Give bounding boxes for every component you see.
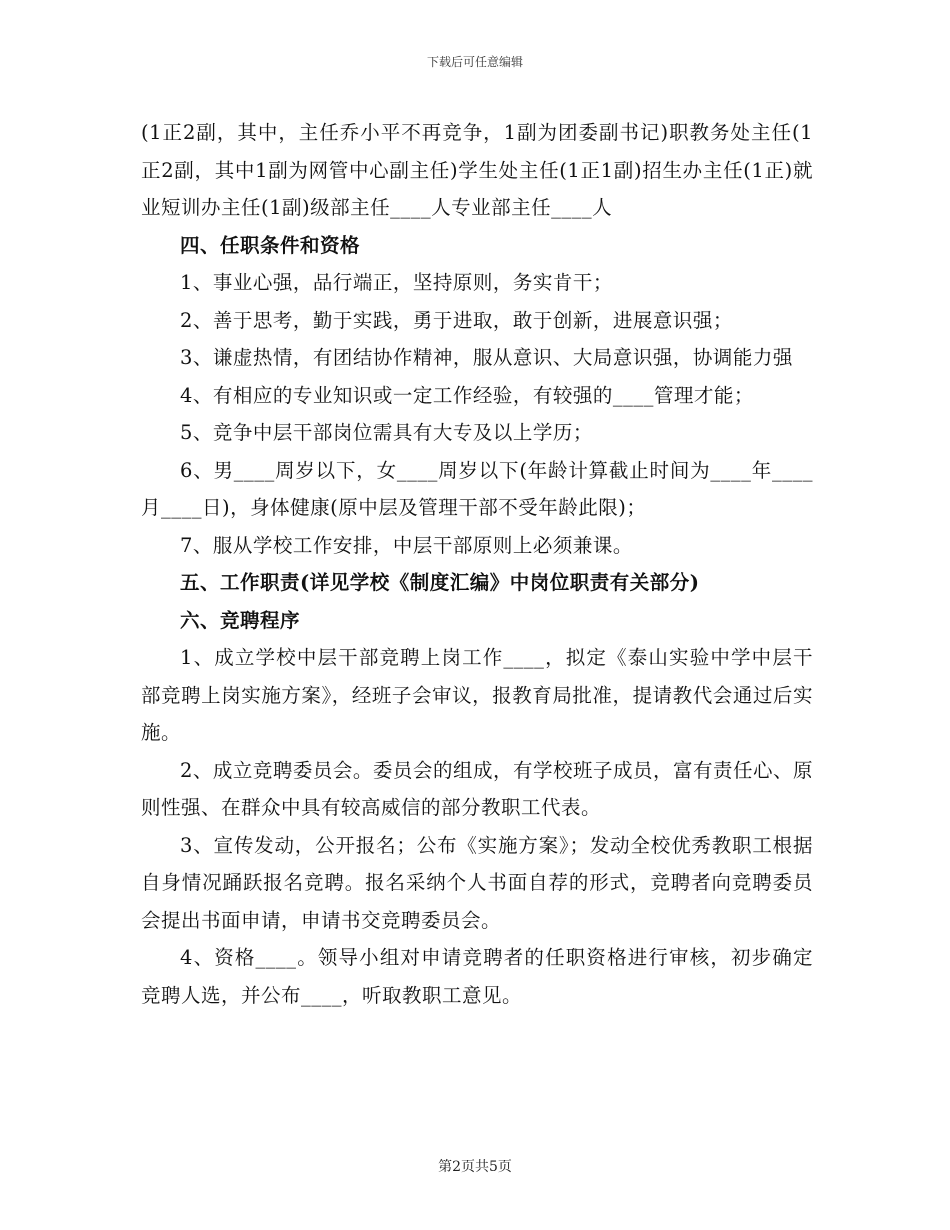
qualification-item-7: 7、服从学校工作安排，中层干部原则上必须兼课。 [180, 533, 633, 557]
qualification-item-1: 1、事业心强，品行端正，坚持原则，务实肯干； [180, 271, 613, 294]
qualification-item-5: 5、竞争中层干部岗位需具有大专及以上学历； [180, 421, 593, 444]
paragraph-positions-continued: (1正2副，其中，主任乔小平不再竞争，1副为团委副书记)职教务处主任(1正2副，其中1副为网管中心副主任)学生处主任(1正1副)招生办主任(1正)就业短训办主任(1副)级部主任____人专业部主任____人 [141, 121, 813, 219]
document-body [141, 114, 813, 1014]
qualification-item-4: 4、有相应的专业知识或一定工作经验，有较强的____管理才能； [180, 383, 754, 407]
section-heading-duties: 五、工作职责(详见学校《制度汇编》中岗位职责有关部分) [180, 571, 700, 594]
procedure-item-2: 2、成立竞聘委员会。委员会的组成，有学校班子成员，富有责任心、原则性强、在群众中具有较高威信的部分教职工代表。 [141, 758, 813, 819]
procedure-item-1: 1、成立学校中层干部竞聘上岗工作____，拟定《泰山实验中学中层干部竞聘上岗实施方案》，经班子会审议，报教育局批准，提请教代会通过后实施。 [141, 646, 813, 744]
qualification-item-2: 2、善于思考，勤于实践，勇于进取，敢于创新，进展意识强； [180, 308, 733, 332]
qualification-item-6: 6、男____周岁以下，女____周岁以下(年龄计算截止时间为____年____月____日)，身体健康(原中层及管理干部不受年龄此限)； [141, 458, 813, 519]
page-number-footer: 第2页共5页 [438, 1159, 512, 1175]
procedure-item-4: 4、资格____。领导小组对申请竞聘者的任职资格进行审核，初步确定竞聘人选，并公布____，听取教职工意见。 [141, 946, 813, 1007]
qualification-item-3: 3、谦虚热情，有团结协作精神，服从意识、大局意识强，协调能力强 [180, 346, 793, 369]
page-header-note: 下载后可任意编辑 [426, 55, 523, 69]
procedure-item-3: 3、宣传发动，公开报名；公布《实施方案》；发动全校优秀教职工根据自身情况踊跃报名竞聘。报名采纳个人书面自荐的形式，竞聘者向竞聘委员会提出书面申请，申请书交竞聘委员会。 [141, 833, 813, 932]
section-heading-qualifications: 四、任职条件和资格 [180, 233, 361, 257]
section-heading-procedure: 六、竞聘程序 [180, 608, 301, 632]
